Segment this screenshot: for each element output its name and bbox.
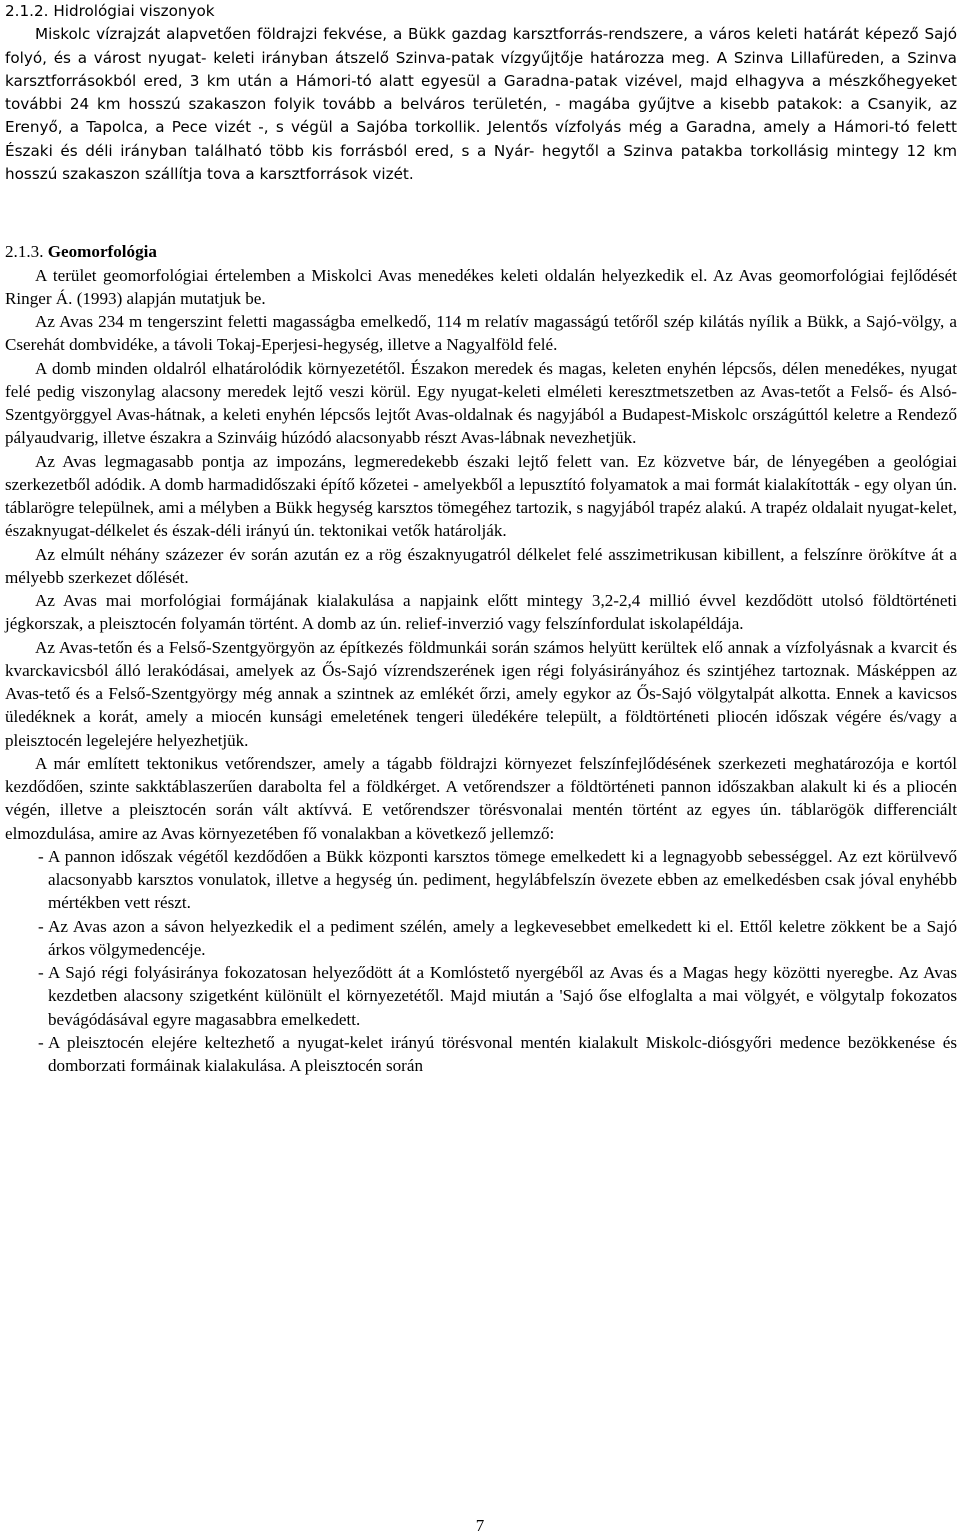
list-item-text: A pleisztocén elejére keltezhető a nyugat-kelet irányú törésvonal mentén kialakult Miskolc-diósgyőri medence bezökkenése és domborzati formáinak kialakulása. A pleisztocén során — [48, 1032, 957, 1076]
list-item — [5, 915, 957, 962]
paragraph: Az Avas mai morfológiai formájának kialakulása a napjaink előtt mintegy 3,2-2,4 millió évvel kezdődött utolsó földtörténeti jégkorszak, a pleisztocén folyamán történt. A domb az ún. relief-inverzió vagy felszínfordulat iskolapéldája. — [5, 591, 957, 634]
list-marker: - — [38, 916, 44, 936]
paragraph: Az Avas legmagasabb pontja az impozáns, legmeredekebb északi lejtő felett van. Ez közvetve bár, de lényegében a geológiai szerkezetből adódik. A domb harmadidőszaki építő kőzetei - amelyekből a lepusztító folyamatok a mai formát kialakították - egy olyan ún. táblarögre települnek, ami a mélyben a Bükk hegység karsztos tömegéhez tartozik, s nagyjából trapéz alakú. A trapéz oldalait nyugat-kelet, északnyugat-délkelet és észak-déli irányú ún. tektonikai vetők határolják. — [5, 451, 957, 541]
paragraph: A már említett tektonikus vetőrendszer, amely a tágabb földrajzi környezet felszínfejlődésének szerkezeti meghatározója e kortól kezdődően, szinte sakktáblaszerűen darabolta fel a földkérget. A vetőrendszer a földtörténeti pannon időszakban alakult ki és a pliocén végén, illetve a pleisztocén során vált aktívvá. E vetőrendszer törésvonalai mentén történt az egyes ún. táblarögök differenciált elmozdulása, amire az Avas környezetében fő vonalakban a következő jellemző: — [5, 753, 957, 843]
document-page — [5, 0, 957, 1077]
paragraph: A domb minden oldalról elhatárolódik környezetétől. Északon meredek és magas, keleten enyhén lépcsős, délen menedékes, nyugat felé pedig viszonylag alacsony meredek lejtő veszi körül. Egy nyugat-keleti elméleti keresztmetszetben az Avas-tetőt a Felső- és Alsó-Szentgyörggyel Avas-hátnak, a keleti enyhén lépcsős lejtőt Avas-oldalnak és nagyjából a Budapest-Miskolc országúttól keletre a Rendező pályaudvarig, illetve északra a Szinváig húzódó alacsonyabb részt Avas-lábnak nevezhetjük. — [5, 358, 957, 448]
dash-list — [5, 845, 957, 1078]
paragraph: Az elmúlt néhány százezer év során azután ez a rög északnyugatról délkelet felé asszimetrikusan kibillent, a felszínre örökítve át a mélyebb szerkezet dőlését. — [5, 544, 957, 587]
section-heading-geomorphology — [5, 240, 957, 263]
section-hydrology — [5, 0, 957, 186]
paragraph: Az Avas-tetőn és a Felső-Szentgyörgyön az építkezés földmunkái során számos helyütt kerültek elő annak a vízfolyásnak a kvarcit és kvarckavicsból álló lerakódásai, amelyek az Ős-Sajó vízrendszerének igen régi folyásirányához és szintjéhez tartoznak. Másképpen az Avas-tető és a Felső-Szentgyörgy még annak a szintnek az emlékét őrzi, amely egykor az Ős-Sajó völgytalpát alkotta. Ennek a kavicsos üledéknek a korát, amely a miocén kunsági emeletének tengeri üledékére települt, a földtörténeti pliocén időszak végére és/vagy a pleisztocén legelejére helyezhetjük. — [5, 637, 957, 750]
paragraph: A terület geomorfológiai értelemben a Miskolci Avas menedékes keleti oldalán helyezkedik el. Az Avas geomorfológiai fejlődését Ringer Á. (1993) alapján mutatjuk be. — [5, 265, 957, 308]
section-title: Hidrológiai viszonyok — [53, 2, 215, 20]
section-number: 2.1.2. — [5, 2, 49, 20]
paragraph: Miskolc vízrajzát alapvetően földrajzi fekvése, a Bükk gazdag karsztforrás-rendszere, a város keleti határát képező Sajó folyó, és a várost nyugat- keleti irányban átszelő Szinva-patak vízgyűjtője határozza meg. A Szinva Lillafüreden, a Szinva karsztforrásokból ered, 3 km után a Hámori-tó alatt egyesül a Garadna-patak vizével, majd elhagyva a mészkőhegyeket további 24 km hosszú szakaszon folyik tovább a belváros területén, - magába gyűjtve a kisebb patakok: a Csanyik, az Erenyő, a Tapolca, a Pece vizét -, s végül a Sajóba torkollik. Jelentős vízfolyás még a Garadna, amely a Hámori-tó felett Északi és déli irányban található több kis forrásból ered, s a Nyár- hegytől a Szinva patakba torkollásig mintegy 12 km hosszú szakaszon szállítja tova a karsztforrások vizét. — [5, 25, 957, 184]
list-item — [5, 845, 957, 915]
section-title: Geomorfológia — [47, 242, 157, 262]
list-marker: - — [38, 963, 44, 983]
list-marker: - — [38, 1032, 44, 1052]
paragraph: Az Avas 234 m tengerszint feletti magasságba emelkedő, 114 m relatív magasságú tetőről szép kilátás nyílik a Bükk, a Sajó-völgy, a Cserehát dombvidéke, a távoli Tokaj-Eperjesi-hegység, illetve a Nagyalföld felé. — [5, 312, 957, 355]
list-item-text: A Sajó régi folyásiránya fokozatosan helyeződött át a Komlóstető nyergéből az Avas és a Magas hegy közötti nyeregbe. Az Avas kezdetben alacsony szigetként különült el környezetétől. Majd miután a 'Sajó őse elfoglalta a mai völgyét, e völgytalp fokozatos bevágódásával egyre magasabbra emelkedett. — [48, 963, 957, 1029]
list-item-text: A pannon időszak végétől kezdődően a Bükk központi karsztos tömege emelkedett ki a legnagyobb sebességgel. Az ezt körülvevő alacsonyabb karsztos vonulatok, illetve a hegység ún. pediment, hegylábfelszín övezete ebben az emelkedésben csak jóval enyhébb mértékben vett részt. — [48, 846, 957, 913]
page-number: 7 — [475, 1516, 485, 1535]
section-number: 2.1.3. — [5, 242, 44, 262]
section-heading-hydrology — [5, 0, 957, 23]
list-marker: - — [38, 846, 44, 866]
list-item-text: Az Avas azon a sávon helyezkedik el a pediment szélén, amely a legkevesebbet emelkedett ki el. Ettől keletre zökkent be a Sajó árkos völgymedencéje. — [48, 916, 957, 959]
section-geomorphology — [5, 240, 957, 1077]
list-item — [5, 1031, 957, 1078]
list-item — [5, 961, 957, 1031]
